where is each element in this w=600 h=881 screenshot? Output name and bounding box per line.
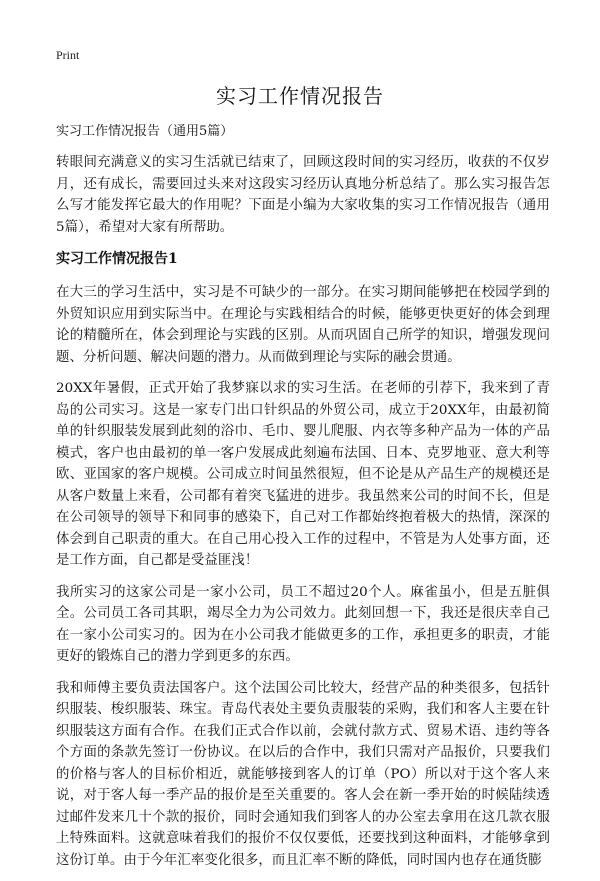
print-link[interactable]: Print	[56, 48, 80, 62]
body-paragraph-4: 我和师傅主要负责法国客户。这个法国公司比较大，经营产品的种类很多，包括针织服装、梭织服装、珠宝。青岛代表处主要负责服装的采购，我们和客人主要在针织服装这方面有合作。在我们正式合作以前，会就付款方式、贸易术语、违约等各个方面的条款先签订一份协议。在以后的合作中，我们只需对产品报价，只要我们的价格与客人的目标价相近，就能够接到客人的订单（PO）所以对于这个客人来说，对于客人每一季产品的报价是至关重要的。客人会在新一季开始的时候陆续透过邮件发来几十个款的报价，同时会通知我们到客人的办公室去拿用在这几款衣服上特殊面料。这就意味着我们的报价不仅仅要低，还要找到这种面料，才能够拿到这份订单。由于今年汇率变化很多，而且汇率不断的降低，同时国内也存在通货膨	[56, 680, 550, 868]
intro-paragraph: 转眼间充满意义的实习生活就已结束了，回顾这段时间的实习经历，收获的不仅岁月，还有成长，需要回过头来对这段实习经历认真地分析总结了。那么实习报告怎么写才能发挥它最大的作用呢？下面是小编为大家收集的实习工作情况报告（通用5篇），希望对大家有所帮助。	[56, 155, 550, 235]
body-paragraph-1: 在大三的学习生活中，实习是不可缺少的一部分。在实习期间能够把在校园学到的外贸知识应用到实际当中。在理论与实践相结合的时候，能够更快更好的体会到理论的精髓所在，体会到理论与实践的区别。从而巩固自己所学的知识，增强发现问题、分析问题、解决问题的潜力。从而做到理论与实际的融会贯通。	[56, 285, 550, 365]
page-title: 实习工作情况报告	[216, 84, 384, 108]
body-paragraph-3: 我所实习的这家公司是一家小公司，员工不超过20个人。麻雀虽小，但是五脏俱全。公司员工各司其职，竭尽全力为公司效力。此刻回想一下，我还是很庆幸自己在一家小公司实习的。因为在小公司我才能做更多的工作，承担更多的职责，才能更好的锻炼自己的潜力学到更多的东西。	[56, 584, 550, 664]
article-subtitle: 实习工作情况报告（通用5篇）	[56, 124, 234, 139]
body-paragraph-2: 20XX年暑假，正式开始了我梦寐以求的实习生活。在老师的引荐下，我来到了青岛的公司实习。这是一家专门出口针织品的外贸公司，成立于20XX年，由最初简单的针织服装发展到此刻的浴巾、毛巾、婴儿爬服、内衣等多种产品为一体的产品模式，客户也由最初的单一客户发展成此刻遍布法国、日本、克罗地亚、意大利等欧、亚国家的客户规模。公司成立时间虽然很短，但不论是从产品生产的规模还是从客户数量上来看，公司都有着突飞猛进的进步。我虽然来公司的时间不长，但是在公司领导的领导下和同事的感染下，自己对工作都始终抱着极大的热情，深深的体会到自己职责的重大。在自己用心投入工作的过程中，不管是为人处事方面，还是工作方面，自己都是受益匪浅！	[56, 381, 550, 568]
article-body	[56, 122, 550, 881]
section-heading: 实习工作情况报告1	[56, 251, 178, 267]
